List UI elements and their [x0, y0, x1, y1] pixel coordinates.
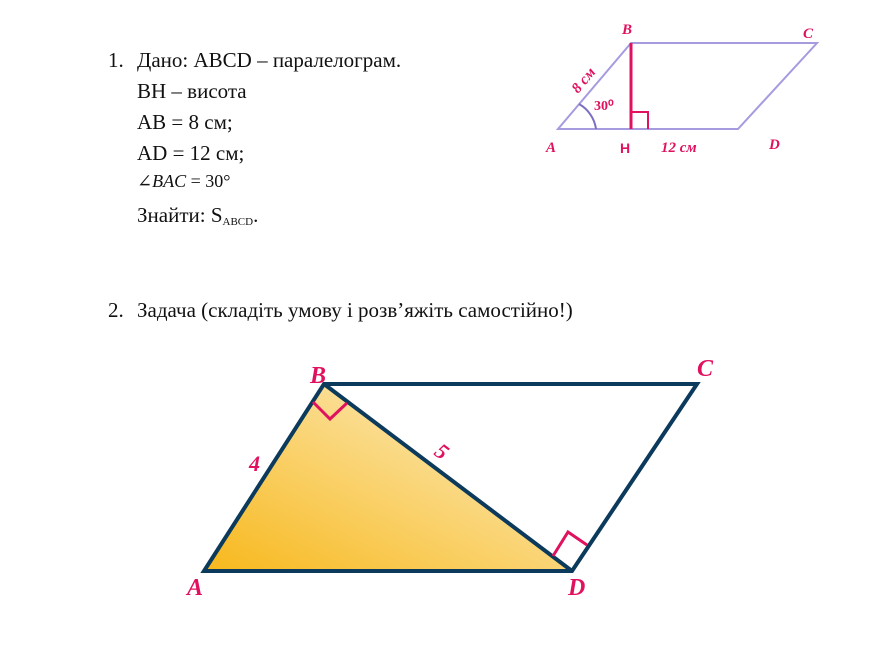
problem1-ab-line: AB = 8 см; [137, 110, 233, 134]
label-bd-5: 5 [429, 438, 454, 465]
angle-name: BAC [152, 171, 187, 191]
label-h: H [620, 140, 631, 156]
problem2-text: Задача (складіть умову і розв’яжіть самостійно!) [137, 298, 573, 322]
label-ab-length: 8 см [568, 64, 600, 97]
label-ab-4: 4 [249, 451, 260, 476]
problem2-number: 2. [108, 298, 124, 322]
angle-value: = 30° [186, 171, 231, 191]
triangle-abd-fill [204, 384, 572, 571]
label-hd-length: 12 см [661, 140, 697, 156]
label-c: C [803, 26, 814, 42]
label-c-2: C [697, 356, 714, 382]
find-prefix: Знайти: S [137, 203, 223, 227]
label-d: D [769, 137, 780, 153]
problem1-ad-line: AD = 12 см; [137, 141, 245, 165]
problem1-given: Дано: ABCD – паралелограм. [137, 48, 402, 72]
label-d-2: D [568, 575, 586, 601]
label-a: A [546, 140, 557, 156]
label-angle-30: 30⁰ [594, 99, 614, 114]
angle-symbol: ∠ [137, 171, 153, 191]
problem1-height-line: BH – висота [137, 79, 247, 103]
find-suffix: . [253, 203, 259, 227]
label-b: B [622, 22, 633, 38]
right-angle-mark-d [553, 532, 587, 556]
find-subscript: ABCD [222, 216, 254, 228]
parallelogram-abcd [558, 43, 817, 129]
right-angle-mark-h [631, 112, 648, 129]
figure1-parallelogram [545, 22, 817, 156]
label-b-2: B [310, 363, 327, 389]
label-a-2: A [187, 575, 204, 601]
figure2-parallelogram [185, 356, 714, 601]
problem1-number: 1. [108, 48, 124, 72]
